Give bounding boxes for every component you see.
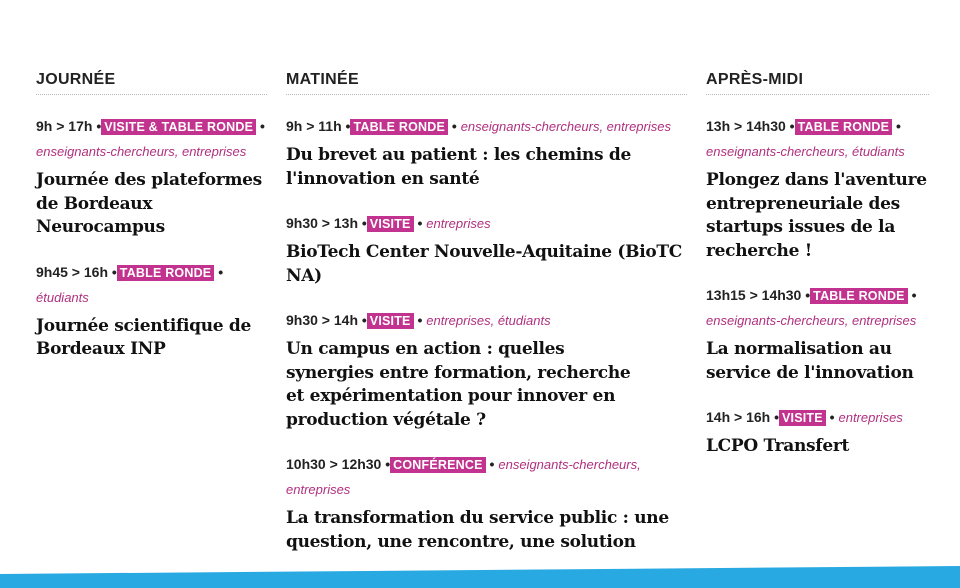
event-audience: étudiants (36, 289, 89, 305)
column-apres-midi (706, 68, 929, 459)
event-time: 9h45 > 16h (36, 263, 108, 280)
event-tag: VISITE & TABLE RONDE (101, 119, 256, 135)
event-time: 9h > 11h (286, 118, 342, 134)
event-item (706, 283, 929, 385)
event-time: 13h > 14h30 (706, 118, 786, 134)
event-item (36, 114, 267, 240)
bottom-bar (0, 574, 960, 588)
column-journee (36, 68, 267, 362)
event-item (706, 114, 929, 263)
event-tag: TABLE RONDE (795, 119, 893, 135)
event-time: 14h > 16h (706, 409, 771, 425)
event-meta: 9h > 11h • TABLE RONDE • enseignants-chercheurs, entreprises (286, 118, 671, 134)
event-tag: VISITE (779, 410, 826, 426)
event-title[interactable]: Plongez dans l'aventure entrepreneuriale des startups issues de la recherche ! (706, 170, 927, 261)
bottom-decoration (0, 566, 960, 574)
event-meta: 9h30 > 13h • VISITE • entreprises (286, 215, 491, 231)
event-audience: entreprises, étudiants (426, 313, 551, 328)
event-item (286, 452, 687, 554)
event-title[interactable]: Du brevet au patient : les chemins de l'innovation en santé (286, 145, 631, 189)
event-title[interactable]: La transformation du service public : une question, une rencontre, une solution (286, 508, 669, 552)
event-audience: entreprises (838, 410, 903, 425)
event-tag: TABLE RONDE (117, 265, 215, 281)
event-time: 10h30 > 12h30 (286, 456, 382, 472)
event-tag: VISITE (367, 313, 414, 329)
column-heading: MATINÉE (286, 68, 687, 95)
event-meta: 9h30 > 14h • VISITE • entreprises, étudiants (286, 312, 551, 328)
event-audience: enseignants-chercheurs, entreprises (36, 144, 247, 159)
event-tag: TABLE RONDE (350, 119, 448, 135)
event-tag: TABLE RONDE (810, 288, 908, 304)
event-meta: 9h > 17h • VISITE & TABLE RONDE • enseignants-chercheurs, entreprises (36, 118, 265, 159)
event-tag: CONFÉRENCE (390, 457, 486, 473)
event-title[interactable]: Un campus en action : quelles synergies entre formation, recherche et expérimentation pour innover en production végétale ? (286, 339, 631, 430)
event-item (36, 260, 267, 362)
column-heading: JOURNÉE (36, 68, 267, 95)
event-meta: 14h > 16h • VISITE • entreprises (706, 409, 903, 425)
event-audience: enseignants-chercheurs, entreprises (286, 457, 641, 497)
event-title[interactable]: Journée des plateformes de Bordeaux Neurocampus (36, 170, 262, 237)
event-meta: 13h15 > 14h30 • TABLE RONDE • enseignants-chercheurs, entreprises (706, 287, 917, 328)
event-title[interactable]: La normalisation au service de l'innovation (706, 339, 914, 383)
event-title[interactable]: Journée scientifique de Bordeaux INP (36, 315, 252, 359)
event-item (286, 211, 687, 288)
event-audience: enseignants-chercheurs, entreprises (460, 119, 671, 134)
event-audience: enseignants-chercheurs, étudiants (706, 144, 905, 159)
column-heading: APRÈS-MIDI (706, 68, 929, 95)
event-time: 9h30 > 13h (286, 215, 358, 231)
event-audience: enseignants-chercheurs, entreprises (706, 313, 917, 328)
event-meta: 10h30 > 12h30 • CONFÉRENCE • enseignants-chercheurs, entreprises (286, 456, 641, 497)
event-tag: VISITE (367, 216, 414, 232)
event-meta: 13h > 14h30 • TABLE RONDE • enseignants-chercheurs, étudiants (706, 118, 905, 159)
event-item (286, 114, 687, 191)
event-title[interactable]: LCPO Transfert (706, 436, 850, 456)
event-audience: entreprises (426, 216, 491, 231)
column-matinee (286, 68, 687, 554)
event-title[interactable]: BioTech Center Nouvelle-Aquitaine (BioTC NA) (286, 242, 682, 286)
event-time: 9h30 > 14h (286, 312, 358, 328)
event-time: 9h > 17h (36, 118, 93, 134)
event-time: 13h15 > 14h30 (706, 287, 802, 303)
event-item (706, 405, 929, 459)
event-item (286, 308, 687, 432)
event-meta: 9h45 > 16h • TABLE RONDE • étudiants (36, 263, 224, 305)
